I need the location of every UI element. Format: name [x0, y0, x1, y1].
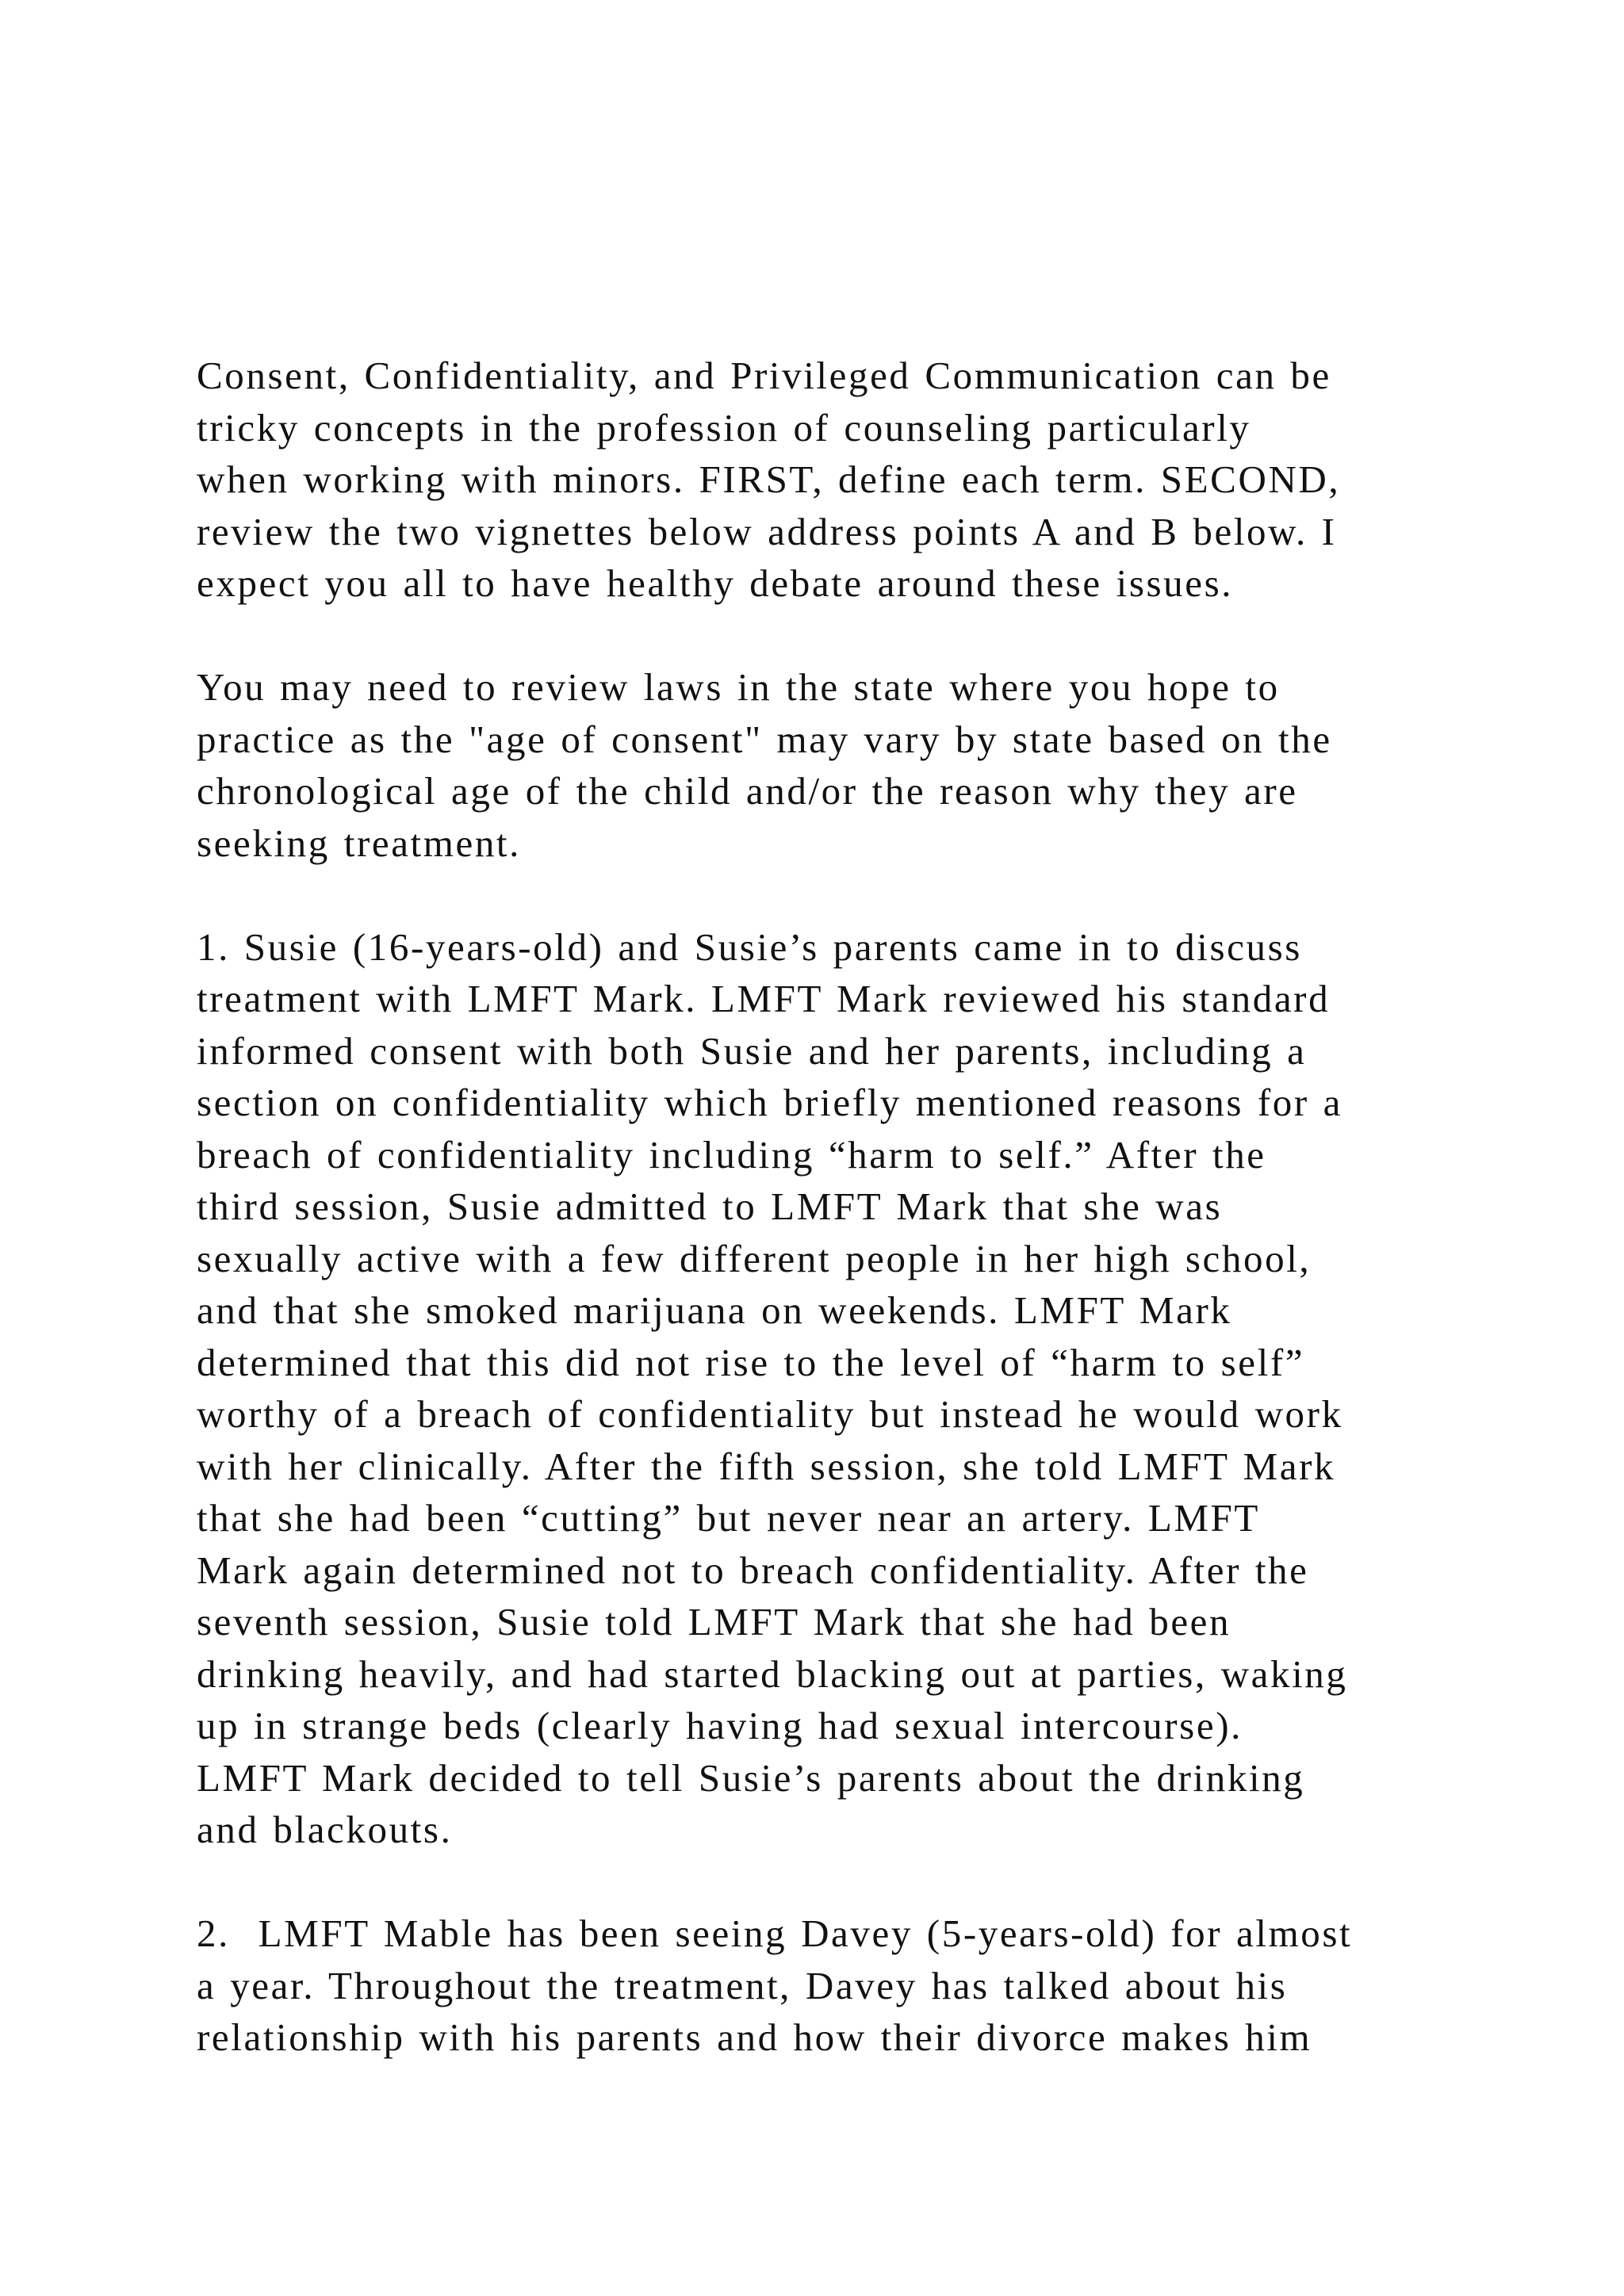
text-line: seventh session, Susie told LMFT Mark that she had been: [197, 1600, 1231, 1644]
text-line: seeking treatment.: [197, 821, 521, 865]
text-line: drinking heavily, and had started blacking out at parties, waking: [197, 1651, 1348, 1696]
text-line: and that she smoked marijuana on weekends. LMFT Mark: [197, 1288, 1232, 1332]
paragraph-intro: [197, 350, 1497, 610]
text-line: when working with minors. FIRST, define each term. SECOND,: [197, 457, 1341, 501]
text-line: LMFT Mark decided to tell Susie’s parents about the drinking: [197, 1755, 1305, 1800]
paragraph-state-laws: [197, 661, 1497, 869]
text-line: relationship with his parents and how their divorce makes him: [197, 2015, 1312, 2059]
document-body: [197, 350, 1497, 2115]
text-line: sexually active with a few different people in her high school,: [197, 1236, 1312, 1280]
text-line: practice as the "age of consent" may vary by state based on the: [197, 717, 1332, 761]
text-line: worthy of a breach of confidentiality but instead he would work: [197, 1392, 1343, 1436]
text-line: Consent, Confidentiality, and Privileged Communication can be: [197, 354, 1331, 397]
text-line: chronological age of the child and/or the reason why they are: [197, 769, 1298, 813]
text-line: review the two vignettes below address points A and B below. I: [197, 509, 1337, 553]
paragraph-vignette-2: [197, 1908, 1497, 2064]
text-line: breach of confidentiality including “harm to self.” After the: [197, 1132, 1266, 1177]
text-line: informed consent with both Susie and her parents, including a: [197, 1028, 1307, 1073]
text-line: Mark again determined not to breach confidentiality. After the: [197, 1548, 1309, 1592]
paragraph-vignette-1: [197, 921, 1497, 1856]
text-line: section on confidentiality which briefly mentioned reasons for a: [197, 1081, 1342, 1124]
text-line: expect you all to have healthy debate around these issues.: [197, 561, 1234, 605]
text-line: a year. Throughout the treatment, Davey has talked about his: [197, 1963, 1288, 2007]
text-line: determined that this did not rise to the level of “harm to self”: [197, 1340, 1305, 1384]
text-line: that she had been “cutting” but never near an artery. LMFT: [197, 1496, 1260, 1540]
text-line: treatment with LMFT Mark. LMFT Mark reviewed his standard: [197, 977, 1331, 1020]
text-line: 2. LMFT Mable has been seeing Davey (5-years-old) for almost: [197, 1911, 1353, 1955]
text-line: up in strange beds (clearly having had sexual intercourse).: [197, 1704, 1243, 1747]
text-line: You may need to review laws in the state where you hope to: [197, 665, 1280, 709]
text-line: 1. Susie (16-years-old) and Susie’s parents came in to discuss: [197, 924, 1302, 969]
text-line: tricky concepts in the profession of counseling particularly: [197, 405, 1251, 450]
text-line: third session, Susie admitted to LMFT Mark that she was: [197, 1184, 1223, 1228]
text-line: with her clinically. After the fifth session, she told LMFT Mark: [197, 1444, 1336, 1488]
text-line: and blackouts.: [197, 1808, 453, 1851]
